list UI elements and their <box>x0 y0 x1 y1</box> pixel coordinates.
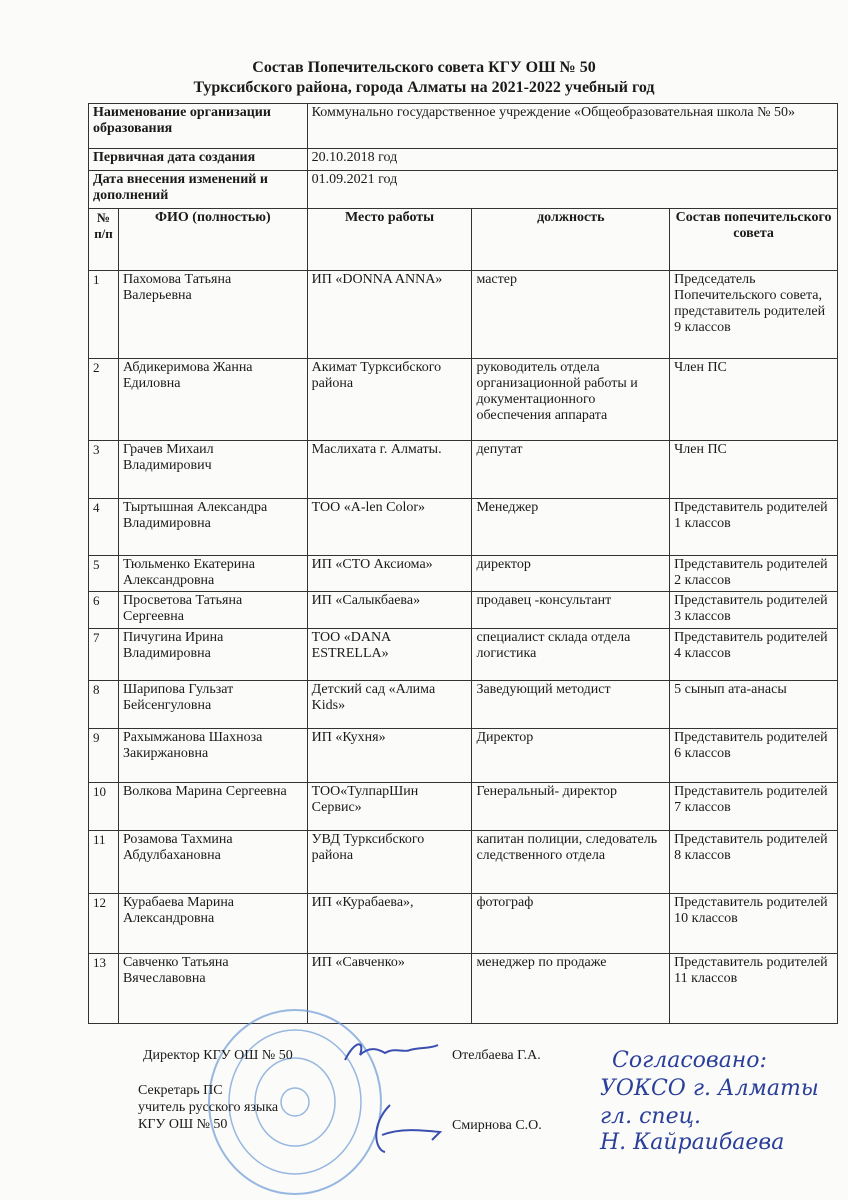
row-number: 13 <box>89 954 119 1024</box>
table-row <box>89 271 838 359</box>
position: Менеджер <box>472 499 670 556</box>
position: менеджер по продаже <box>472 954 670 1024</box>
secretary-organization: КГУ ОШ № 50 <box>138 1117 228 1132</box>
position: депутат <box>472 441 670 499</box>
col-header-role: Состав попечительского совета <box>670 209 838 271</box>
col-header-name: ФИО (полностью) <box>118 209 307 271</box>
secretary-position: учитель русского языка <box>138 1100 279 1115</box>
row-number: 7 <box>89 629 119 681</box>
workplace: УВД Турксибского района <box>307 831 472 894</box>
secretary-name: Смирнова С.О. <box>452 1118 542 1133</box>
workplace: ИП «СТО Аксиома» <box>307 556 472 592</box>
row-number: 10 <box>89 783 119 831</box>
member-name: Розамова Тахмина Абдулбахановна <box>118 831 307 894</box>
council-role: Член ПС <box>670 359 838 441</box>
info-label: Дата внесения изменений и дополнений <box>89 171 308 209</box>
row-number: 11 <box>89 831 119 894</box>
council-role: Представитель родителей 10 классов <box>670 894 838 954</box>
table-row <box>89 629 838 681</box>
workplace: Детский сад «Алима Kids» <box>307 681 472 729</box>
workplace: Маслихата г. Алматы. <box>307 441 472 499</box>
table-row <box>89 831 838 894</box>
workplace: ИП «Курабаева», <box>307 894 472 954</box>
council-role: Председатель Попечительского совета, представитель родителей 9 классов <box>670 271 838 359</box>
row-number: 9 <box>89 729 119 783</box>
info-value: 01.09.2021 год <box>307 171 837 209</box>
workplace: ТОО «A-len Color» <box>307 499 472 556</box>
position: мастер <box>472 271 670 359</box>
council-role: 5 сынып ата-анасы <box>670 681 838 729</box>
info-value: 20.10.2018 год <box>307 149 837 171</box>
council-role: Представитель родителей 4 классов <box>670 629 838 681</box>
secretary-title: Секретарь ПС <box>138 1083 223 1098</box>
col-header-number: № п/п <box>89 209 119 271</box>
position: Генеральный- директор <box>472 783 670 831</box>
member-name: Грачев Михаил Владимирович <box>118 441 307 499</box>
row-number: 1 <box>89 271 119 359</box>
table-row <box>89 359 838 441</box>
document-title-line2: Турксибского района, города Алматы на 2021-2022 учебный год <box>193 79 655 96</box>
workplace: ИП «DONNA ANNA» <box>307 271 472 359</box>
info-label: Наименование организации образования <box>89 104 308 149</box>
row-number: 12 <box>89 894 119 954</box>
table-row <box>89 681 838 729</box>
header-row <box>89 209 838 271</box>
position: Заведующий методист <box>472 681 670 729</box>
director-signature <box>340 1035 440 1070</box>
col-header-position: должность <box>472 209 670 271</box>
position: фотограф <box>472 894 670 954</box>
info-label: Первичная дата создания <box>89 149 308 171</box>
council-role: Представитель родителей 8 классов <box>670 831 838 894</box>
director-name: Отелбаева Г.А. <box>452 1048 541 1063</box>
workplace: ТОО«ТулпарШин Сервис» <box>307 783 472 831</box>
info-row <box>89 149 838 171</box>
row-number: 8 <box>89 681 119 729</box>
document-title-line1: Состав Попечительского совета КГУ ОШ № 50 <box>252 59 596 76</box>
director-title: Директор КГУ ОШ № 50 <box>143 1048 293 1063</box>
row-number: 4 <box>89 499 119 556</box>
table-row <box>89 441 838 499</box>
council-role: Представитель родителей 1 классов <box>670 499 838 556</box>
info-value: Коммунально государственное учреждение «Общеобразовательная школа № 50» <box>307 104 837 149</box>
row-number: 6 <box>89 592 119 629</box>
council-role: Член ПС <box>670 441 838 499</box>
table-row <box>89 729 838 783</box>
workplace: ИП «Салыкбаева» <box>307 592 472 629</box>
secretary-signature <box>370 1100 450 1160</box>
table-row <box>89 592 838 629</box>
member-name: Курабаева Марина Александровна <box>118 894 307 954</box>
member-name: Пичугина Ирина Владимировна <box>118 629 307 681</box>
member-name: Просветова Татьяна Сергеевна <box>118 592 307 629</box>
approval-handwriting-2: УОКСО г. Алматы <box>600 1076 819 1101</box>
position: продавец -консультант <box>472 592 670 629</box>
approval-handwriting-1: Согласовано: <box>612 1048 767 1073</box>
table-row <box>89 954 838 1024</box>
council-role: Представитель родителей 7 классов <box>670 783 838 831</box>
workplace: ТОО «DANA ESTRELLA» <box>307 629 472 681</box>
position: специалист склада отдела логистика <box>472 629 670 681</box>
row-number: 2 <box>89 359 119 441</box>
position: капитан полиции, следователь следственного отдела <box>472 831 670 894</box>
member-name: Пахомова Татьяна Валерьевна <box>118 271 307 359</box>
col-header-workplace: Место работы <box>307 209 472 271</box>
workplace: ИП «Савченко» <box>307 954 472 1024</box>
table-row <box>89 499 838 556</box>
info-row <box>89 171 838 209</box>
position: директор <box>472 556 670 592</box>
info-row <box>89 104 838 149</box>
member-name: Тюльменко Екатерина Александровна <box>118 556 307 592</box>
member-name: Савченко Татьяна Вячеславовна <box>118 954 307 1024</box>
row-number: 3 <box>89 441 119 499</box>
approval-handwriting-3: гл. спец. <box>600 1104 701 1129</box>
row-number: 5 <box>89 556 119 592</box>
table-row <box>89 556 838 592</box>
council-role: Представитель родителей 6 классов <box>670 729 838 783</box>
member-name: Тыртышная Александра Владимировна <box>118 499 307 556</box>
workplace: Акимат Турксибского района <box>307 359 472 441</box>
position: руководитель отдела организационной работы и документационного обеспечения аппарата <box>472 359 670 441</box>
council-role: Представитель родителей 2 классов <box>670 556 838 592</box>
position: Директор <box>472 729 670 783</box>
table-row <box>89 783 838 831</box>
member-name: Шарипова Гульзат Бейсенгуловна <box>118 681 307 729</box>
council-table <box>88 103 838 1024</box>
council-role: Представитель родителей 3 классов <box>670 592 838 629</box>
council-role: Представитель родителей 11 классов <box>670 954 838 1024</box>
approval-handwriting-4: Н. Кайраибаева <box>600 1130 785 1155</box>
table-row <box>89 894 838 954</box>
workplace: ИП «Кухня» <box>307 729 472 783</box>
member-name: Волкова Марина Сергеевна <box>118 783 307 831</box>
member-name: Абдикеримова Жанна Едиловна <box>118 359 307 441</box>
member-name: Рахымжанова Шахноза Закиржановна <box>118 729 307 783</box>
